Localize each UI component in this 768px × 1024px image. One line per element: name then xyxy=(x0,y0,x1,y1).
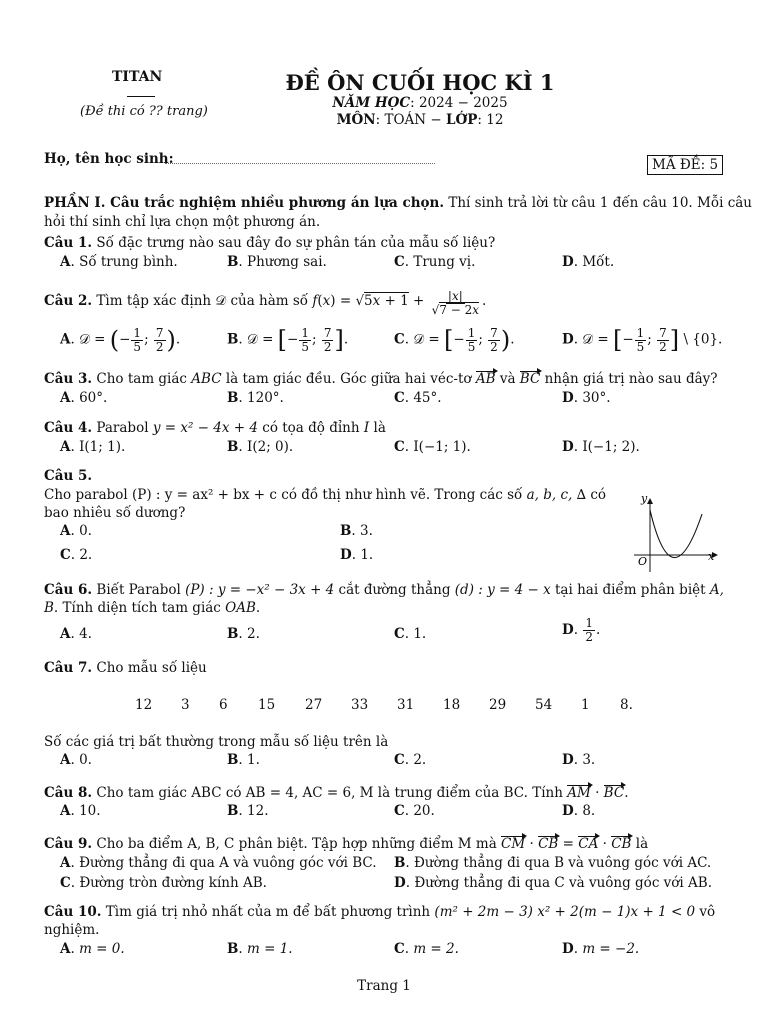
q3-option-a[interactable]: A. 60°. xyxy=(60,390,108,406)
x-axis-label: x xyxy=(708,550,715,563)
q10-option-a[interactable]: A. m = 0. xyxy=(60,941,125,957)
data-sample-row xyxy=(0,697,768,715)
q8-option-c[interactable]: C. 20. xyxy=(394,803,435,819)
q5-option-d[interactable]: D. 1. xyxy=(340,547,374,563)
school-year: NĂM HỌC: 2024 − 2025 xyxy=(332,95,508,111)
q10-option-d[interactable]: D. m = −2. xyxy=(562,941,640,957)
question-4: Câu 4. Parabol y = x² − 4x + 4 có tọa độ đỉnh I là xyxy=(44,420,386,436)
q8-option-b[interactable]: B. 12. xyxy=(227,803,269,819)
question-7-followup: Số các giá trị bất thường trong mẫu số liệu trên là xyxy=(44,734,389,750)
q4-option-b[interactable]: B. I(2; 0). xyxy=(227,439,294,455)
data-value: 1 xyxy=(581,697,590,713)
question-1: Câu 1. Số đặc trưng nào sau đây đo sự phân tán của mẫu số liệu? xyxy=(44,235,496,251)
q4-option-d[interactable]: D. I(−1; 2). xyxy=(562,439,640,455)
school-name: TITAN xyxy=(112,69,163,85)
page-number: Trang 1 xyxy=(357,978,411,994)
q6-option-c[interactable]: C. 1. xyxy=(394,626,427,642)
part1-intro: PHẦN I. Câu trắc nghiệm nhiều phương án lựa chọn. Thí sinh trả lời từ câu 1 đến câu 10. Mỗi câu xyxy=(44,195,752,211)
q7-option-a[interactable]: A. 0. xyxy=(60,752,92,768)
data-value: 12 xyxy=(135,697,153,713)
q1-option-c[interactable]: C. Trung vị. xyxy=(394,254,476,270)
question-10: Câu 10. Tìm giá trị nhỏ nhất của m để bất phương trình (m² + 2m − 3) x² + 2(m − 1)x + 1 < 0 vô xyxy=(44,904,716,920)
header-rule xyxy=(127,96,155,97)
question-5-text: Cho parabol (P) : y = ax² + bx + c có đồ thị như hình vẽ. Trong các số a, b, c, ∆ có xyxy=(44,487,607,503)
exam-code-box: MÃ ĐỀ: 5 xyxy=(647,155,723,175)
data-value: 33 xyxy=(351,697,369,713)
q1-option-d[interactable]: D. Mốt. xyxy=(562,254,615,270)
data-value: 54 xyxy=(535,697,553,713)
question-6: Câu 6. Biết Parabol (P) : y = −x² − 3x + 4 cắt đường thẳng (d) : y = 4 − x tại hai điểm phân biệt A, xyxy=(44,582,724,598)
q1-option-b[interactable]: B. Phương sai. xyxy=(227,254,327,270)
q5-option-a[interactable]: A. 0. xyxy=(60,523,92,539)
q9-option-c[interactable]: C. Đường tròn đường kính AB. xyxy=(60,875,267,891)
q7-option-c[interactable]: C. 2. xyxy=(394,752,427,768)
q2-option-d[interactable]: D. 𝒟 = [− $\frac{1}{5}$ ; $\frac{7}{2}$ ] \ {0}. xyxy=(562,325,723,354)
y-axis-label: y xyxy=(641,492,648,505)
q9-option-a[interactable]: A. Đường thẳng đi qua A và vuông góc với BC. xyxy=(60,855,377,871)
q3-option-c[interactable]: C. 45°. xyxy=(394,390,442,406)
question-8: Câu 8. Cho tam giác ABC có AB = 4, AC = 6, M là trung điểm của BC. Tính AM · BC. xyxy=(44,785,629,801)
student-name-field[interactable] xyxy=(165,163,435,164)
q7-option-d[interactable]: D. 3. xyxy=(562,752,596,768)
data-value: 6 xyxy=(219,697,228,713)
q2-option-a[interactable]: A. 𝒟 = (− $\frac{1}{5}$ ; $\frac{7}{2}$ ). xyxy=(60,325,181,354)
student-name-label: Họ, tên học sinh: xyxy=(44,151,174,167)
question-7: Câu 7. Cho mẫu số liệu xyxy=(44,660,207,676)
data-value: 18 xyxy=(443,697,461,713)
question-3: Câu 3. Cho tam giác ABC là tam giác đều. Góc giữa hai véc-tơ AB và BC nhận giá trị nào sau đây? xyxy=(44,371,718,387)
question-5: Câu 5. xyxy=(44,468,93,484)
origin-label: O xyxy=(638,555,648,568)
q6-option-d[interactable]: D. $\frac{1}{2}$ . xyxy=(562,616,601,644)
question-5-text-2: bao nhiêu số dương? xyxy=(44,505,186,521)
q8-option-a[interactable]: A. 10. xyxy=(60,803,101,819)
q5-option-b[interactable]: B. 3. xyxy=(340,523,373,539)
q6-option-a[interactable]: A. 4. xyxy=(60,626,92,642)
q2-option-b[interactable]: B. 𝒟 = [− $\frac{1}{5}$ ; $\frac{7}{2}$ ]. xyxy=(227,325,349,354)
question-2: Câu 2. Tìm tập xác định 𝒟 của hàm số f(x) = √5x + 1 + $\frac{|x|}{√7 - 2x}$ . xyxy=(44,289,487,317)
data-value: 29 xyxy=(489,697,507,713)
q10-option-b[interactable]: B. m = 1. xyxy=(227,941,293,957)
exam-title: ĐỀ ÔN CUỐI HỌC KÌ 1 xyxy=(285,70,555,95)
q7-option-b[interactable]: B. 1. xyxy=(227,752,260,768)
q6-option-b[interactable]: B. 2. xyxy=(227,626,260,642)
q10-option-c[interactable]: C. m = 2. xyxy=(394,941,459,957)
subject-line: MÔN: TOÁN − LỚP: 12 xyxy=(336,112,504,128)
q9-option-d[interactable]: D. Đường thẳng đi qua C và vuông góc với AB. xyxy=(394,875,712,891)
question-6-line2: B. Tính diện tích tam giác OAB. xyxy=(44,600,261,616)
q1-option-a[interactable]: A. Số trung bình. xyxy=(60,254,178,270)
part1-intro-line2: hỏi thí sinh chỉ lựa chọn một phương án. xyxy=(44,214,321,230)
data-value: 27 xyxy=(305,697,323,713)
q8-option-d[interactable]: D. 8. xyxy=(562,803,596,819)
q5-option-c[interactable]: C. 2. xyxy=(60,547,93,563)
data-value: 8. xyxy=(620,697,633,713)
q3-option-b[interactable]: B. 120°. xyxy=(227,390,284,406)
q2-option-c[interactable]: C. 𝒟 = [− $\frac{1}{5}$ ; $\frac{7}{2}$ ). xyxy=(394,325,515,354)
data-value: 3 xyxy=(181,697,190,713)
question-9: Câu 9. Cho ba điểm A, B, C phân biệt. Tập hợp những điểm M mà CM · CB = CA · CB là xyxy=(44,836,649,852)
q9-option-b[interactable]: B. Đường thẳng đi qua B và vuông góc với AC. xyxy=(394,855,712,871)
q3-option-d[interactable]: D. 30°. xyxy=(562,390,611,406)
data-value: 15 xyxy=(258,697,276,713)
parabola-curve xyxy=(650,510,702,558)
data-value: 31 xyxy=(397,697,415,713)
q4-option-a[interactable]: A. I(1; 1). xyxy=(60,439,126,455)
y-axis-arrow-icon xyxy=(647,498,653,504)
question-10-line2: nghiệm. xyxy=(44,922,100,938)
pages-note: (Đề thi có ?? trang) xyxy=(80,104,208,119)
q4-option-c[interactable]: C. I(−1; 1). xyxy=(394,439,471,455)
parabola-graph xyxy=(632,488,722,574)
